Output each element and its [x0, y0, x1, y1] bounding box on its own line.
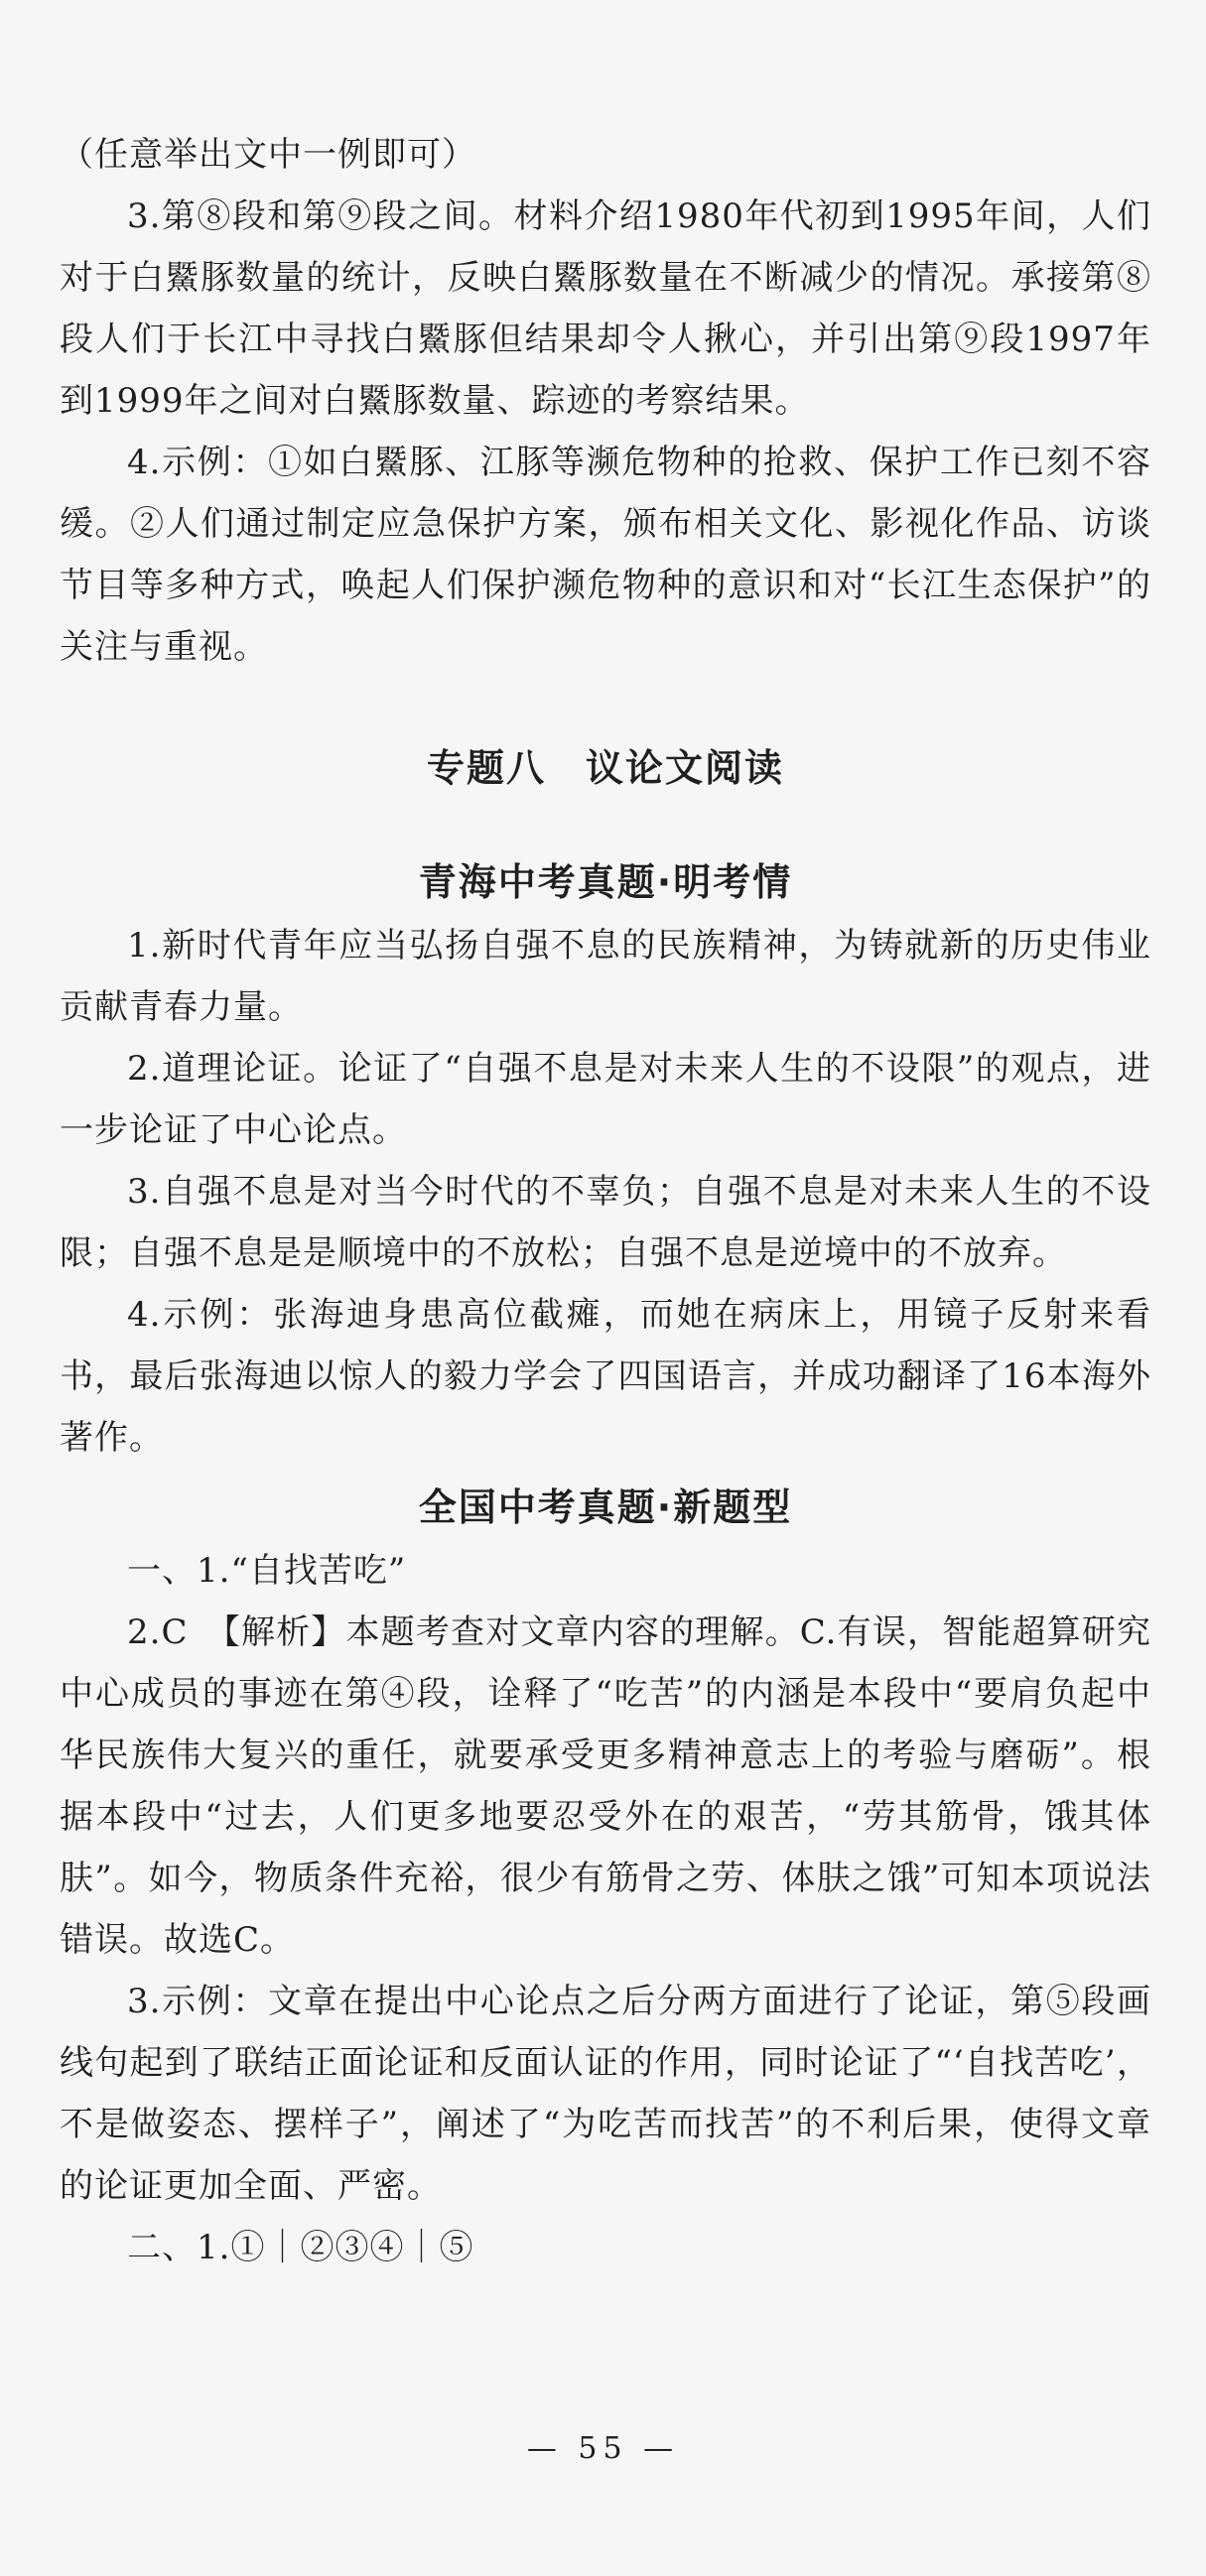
national-part-2-answer-1: 二、1.①｜②③④｜⑤	[127, 2228, 474, 2267]
qinghai-answer-3: 3.自强不息是对当今时代的不辜负；自强不息是对未来人生的不设限；自强不息是是顺境中的不放松；自强不息是逆境中的不放弃。	[60, 1172, 1151, 1273]
qinghai-answer-4: 4.示例：张海迪身患高位截瘫，而她在病床上，用镜子反射来看书，最后张海迪以惊人的毅力学会了四国语言，并成功翻译了16本海外著作。	[60, 1295, 1151, 1458]
page-number: — 55 —	[526, 2431, 680, 2466]
topic-heading: 专题八 议论文阅读	[426, 746, 784, 790]
answer-4-paragraph: 4.示例：①如白鱀豚、江豚等濒危物种的抢救、保护工作已刻不容缓。②人们通过制定应急保护方案，颁布相关文化、影视化作品、访谈节目等多种方式，唤起人们保护濒危物种的意识和对“长江生态保护”的关注与重视。	[60, 443, 1151, 667]
page-content	[60, 124, 1151, 2278]
national-answer-3: 3.示例：文章在提出中心论点之后分两方面进行了论证，第⑤段画线句起到了联结正面论证和反面认证的作用，同时论证了“‘自找苦吃’，不是做姿态、摆样子”，阐述了“为吃苦而找苦”的不利后果，使得文章的论证更加全面、严密。	[60, 1982, 1151, 2206]
qinghai-answer-2: 2.道理论证。论证了“自强不息是对未来人生的不设限”的观点，进一步论证了中心论点。	[60, 1049, 1151, 1150]
note-paragraph: （任意举出文中一例即可）	[60, 135, 476, 175]
answer-3-paragraph: 3.第⑧段和第⑨段之间。材料介绍1980年代初到1995年间，人们对于白鱀豚数量的统计，反映白鱀豚数量在不断减少的情况。承接第⑧段人们于长江中寻找白鱀豚但结果却令人揪心，并引出第⑨段1997年到1999年之间对白鱀豚数量、踪迹的考察结果。	[60, 196, 1151, 421]
national-section-heading: 全国中考真题·新题型	[418, 1485, 793, 1529]
qinghai-section-heading: 青海中考真题·明考情	[418, 860, 793, 904]
qinghai-answer-1: 1.新时代青年应当弘扬自强不息的民族精神，为铸就新的历史伟业贡献青春力量。	[60, 926, 1151, 1027]
national-answer-2: 2.C 【解析】本题考查对文章内容的理解。C.有误，智能超算研究中心成员的事迹在第④段，诠释了“吃苦”的内涵是本段中“要肩负起中华民族伟大复兴的重任，就要承受更多精神意志上的考验与磨砺”。根据本段中“过去，人们更多地要忍受外在的艰苦，“劳其筋骨，饿其体肤”。如今，物质条件充裕，很少有筋骨之劳、体肤之饿”可知本项说法错误。故选C。	[60, 1612, 1151, 1960]
national-answer-1: 一、1.“自找苦吃”	[127, 1551, 407, 1591]
